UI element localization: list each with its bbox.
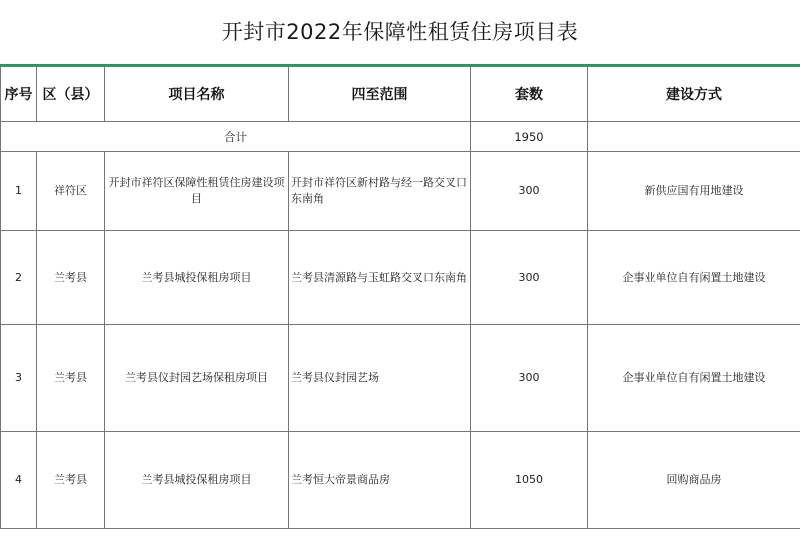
cell-units: 300 <box>471 231 588 325</box>
cell-seq: 1 <box>1 152 37 231</box>
cell-project: 开封市祥符区保障性租赁住房建设项目 <box>105 152 289 231</box>
cell-method: 新供应国有用地建设 <box>588 152 800 231</box>
cell-seq: 2 <box>1 231 37 325</box>
cell-project: 兰考县城投保租房项目 <box>105 231 289 325</box>
total-row <box>1 122 800 152</box>
table-header-row <box>1 67 800 122</box>
header-district: 区（县） <box>37 67 105 122</box>
cell-units: 1050 <box>471 432 588 529</box>
cell-units: 300 <box>471 325 588 432</box>
total-label: 合计 <box>1 122 471 152</box>
cell-method: 企事业单位自有闲置土地建设 <box>588 231 800 325</box>
cell-project: 兰考县仪封园艺场保租房项目 <box>105 325 289 432</box>
page-title: 开封市2022年保障性租赁住房项目表 <box>221 20 579 44</box>
total-units: 1950 <box>471 122 588 152</box>
header-seq: 序号 <box>1 67 37 122</box>
table-row <box>1 325 800 432</box>
header-project: 项目名称 <box>105 67 289 122</box>
project-table <box>0 66 800 529</box>
total-method <box>588 122 800 152</box>
cell-method: 回购商品房 <box>588 432 800 529</box>
cell-boundary: 兰考县仪封园艺场 <box>289 325 471 432</box>
cell-boundary: 开封市祥符区新村路与经一路交叉口东南角 <box>289 152 471 231</box>
cell-method: 企事业单位自有闲置土地建设 <box>588 325 800 432</box>
header-boundary: 四至范围 <box>289 67 471 122</box>
table-row <box>1 152 800 231</box>
cell-boundary: 兰考县清源路与玉虹路交叉口东南角 <box>289 231 471 325</box>
cell-project: 兰考县城投保租房项目 <box>105 432 289 529</box>
cell-seq: 4 <box>1 432 37 529</box>
header-method: 建设方式 <box>588 67 800 122</box>
table-row <box>1 231 800 325</box>
table-row <box>1 432 800 529</box>
cell-district: 兰考县 <box>37 432 105 529</box>
header-units: 套数 <box>471 67 588 122</box>
cell-district: 兰考县 <box>37 231 105 325</box>
cell-boundary: 兰考恒大帝景商品房 <box>289 432 471 529</box>
cell-units: 300 <box>471 152 588 231</box>
cell-seq: 3 <box>1 325 37 432</box>
cell-district: 祥符区 <box>37 152 105 231</box>
cell-district: 兰考县 <box>37 325 105 432</box>
